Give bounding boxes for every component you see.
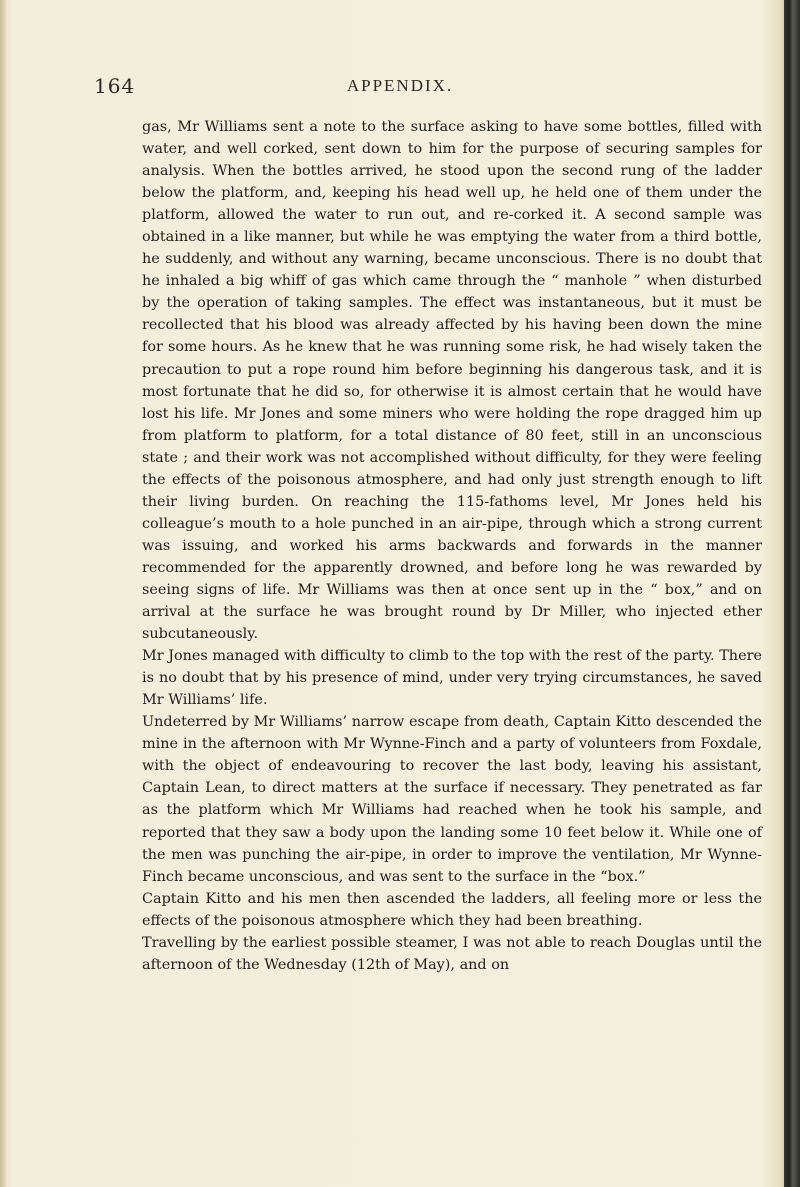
page-number: 164 bbox=[94, 74, 136, 98]
paragraph-1: gas, Mr Williams sent a note to the surface asking to have some bottles, filled with water, and well corked, sent down to him for the purpose of securing samples for analysis. When the bottles arrived, he stood upon the second rung of the ladder below the platform, and, keeping his head well up, he held one of them under the platform, allowed the water to run out, and re-corked it. A second sample was obtained in a like manner, but while he was emptying the water from a third bottle, he suddenly, and without any warning, became unconscious. There is no doubt that he inhaled a big whiff of gas which came through the “ manhole ” when disturbed by the operation of taking samples. The effect was instantaneous, but it must be recollected that his blood was already affected by his having been down the mine for some hours. As he knew that he was running some risk, he had wisely taken the precaution to put a rope round him before beginning his dangerous task, and it is most fortunate that he did so, for otherwise it is almost certain that he would have lost his life. Mr Jones and some miners who were holding the rope dragged him up from platform to platform, for a total distance of 80 feet, still in an unconscious state ; and their work was not accomplished without difficulty, for they were feeling the effects of the poisonous atmosphere, and had only just strength enough to lift their living burden. On reaching the 115-fathoms level, Mr Jones held his colleague’s mouth to a hole punched in an air-pipe, through which a strong current was issuing, and worked his arms backwards and forwards in the manner recommended for the apparently drowned, and before long he was rewarded by seeing signs of life. Mr Williams was then at once sent up in the “ box,” and on arrival at the surface he was brought round by Dr Miller, who injected ether subcutaneously. bbox=[142, 119, 762, 643]
paragraph-2: Mr Jones managed with difficulty to climb to the top with the rest of the party. There is no doubt that by his presence of mind, under very trying circumstances, he saved Mr Williams’ life. bbox=[142, 648, 762, 709]
paragraph-3: Undeterred by Mr Williams’ narrow escape from death, Captain Kitto descended the mine in the afternoon with Mr Wynne-Finch and a party of volunteers from Foxdale, with the object of endeavouring to recover the last body, leaving his assistant, Captain Lean, to direct matters at the surface if necessary. They penetrated as far as the platform which Mr Williams had reached when he took his sample, and reported that they saw a body upon the landing some 10 feet below it. While one of the men was punching the air-pipe, in order to improve the ventilation, Mr Wynne-Finch became unconscious, and was sent to the surface in the “box.” bbox=[142, 714, 762, 885]
paragraph-4: Captain Kitto and his men then ascended the ladders, all feeling more or less the effects of the poisonous atmosphere which they had been breathing. bbox=[142, 890, 762, 929]
book-spine-edge bbox=[784, 0, 800, 1187]
running-title: APPENDIX. bbox=[346, 76, 454, 95]
body-text bbox=[142, 116, 762, 976]
paragraph-5: Travelling by the earliest possible steamer, I was not able to reach Douglas until the afternoon of the Wednesday (12th of May), and on bbox=[142, 934, 762, 973]
page-left-edge bbox=[0, 0, 6, 1187]
